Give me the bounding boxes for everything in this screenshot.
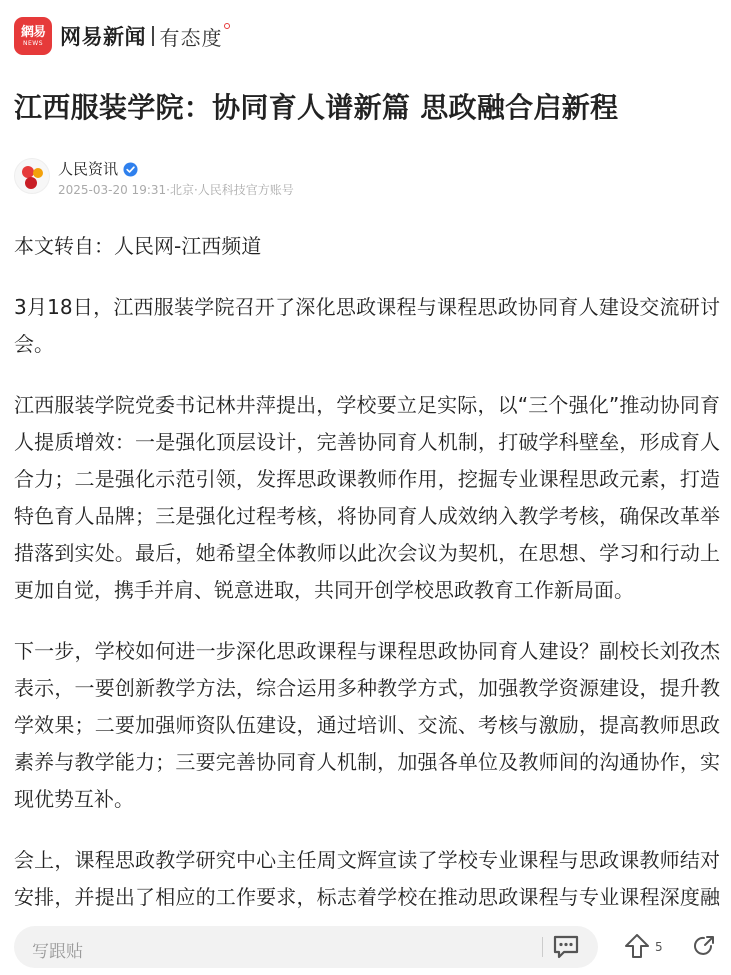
share-icon[interactable] [692,934,716,958]
comment-input[interactable] [14,926,598,968]
comments-icon[interactable] [551,933,581,961]
upvote-count: 5 [655,940,663,954]
logo-subtext: NEWS [22,39,44,47]
article-paragraph: 本文转自：人民网-江西频道 [14,234,262,258]
article-body [14,228,720,975]
author-name-row[interactable] [58,159,138,179]
verified-badge-icon [123,162,138,177]
brand-divider [152,26,154,46]
bottom-bar [0,920,731,975]
author-avatar[interactable] [14,158,50,194]
netease-logo[interactable] [14,17,52,55]
author-name[interactable]: 人民资讯 [58,160,119,178]
article-title: 江西服装学院：协同育人谱新篇 思政融合启新程 [14,91,619,124]
comment-placeholder: 写跟贴 [32,942,83,962]
comment-divider [542,937,543,957]
article-paragraph: 江西服装学院党委书记林井萍提出，学校要立足实际，以“三个强化”推动协同育人提质增效：一是强化顶层设计，完善协同育人机制，打破学科壁垒，形成育人合力；二是强化示范引领，发挥思政课教师作用，挖掘专业课程思政元素，打造特色育人品牌；三是强化过程考核，将协同育人成效纳入教学考核，确保改革举措落到实处。最后，她希望全体教师以此次会议为契机，在思想、学习和行动上更加自觉，携手并肩、锐意进取，共同开创学校思政教育工作新局面。 [14,393,720,602]
brand-slogan: 有态度 [159,25,223,50]
article-paragraph: 会上，课程思政教学研究中心主任周文辉宣读了学校专业课程与思政课教师结对安排，并提出了相应的工作要求，标志着学校在推动思政课程与专业课程深度融 [14,848,720,909]
people-daily-logo-icon [15,159,50,194]
author-info [14,158,719,200]
article-paragraph: 下一步，学校如何进一步深化思政课程与课程思政协同育人建设？副校长刘孜杰表示，一要创新教学方法，综合运用多种教学方式，加强教学资源建设，提升教学效果；二要加强师资队伍建设，通过培训、交流、考核与激励，提高教师思政素养与教学能力；三要完善协同育人机制，加强各单位及教师间的沟通协作，实现优势互补。 [14,639,720,811]
publish-meta: 2025-03-20 19:31·北京·人民科技官方账号 [58,183,294,197]
brand-name[interactable]: 网易新闻 [60,25,146,49]
article-paragraph: 3月18日，江西服装学院召开了深化思政课程与课程思政协同育人建设交流研讨会。 [14,295,720,356]
logo-text: 網易 [20,24,45,40]
upvote-icon[interactable] [624,932,650,960]
top-bar [0,0,731,72]
registered-mark-icon [224,23,230,29]
